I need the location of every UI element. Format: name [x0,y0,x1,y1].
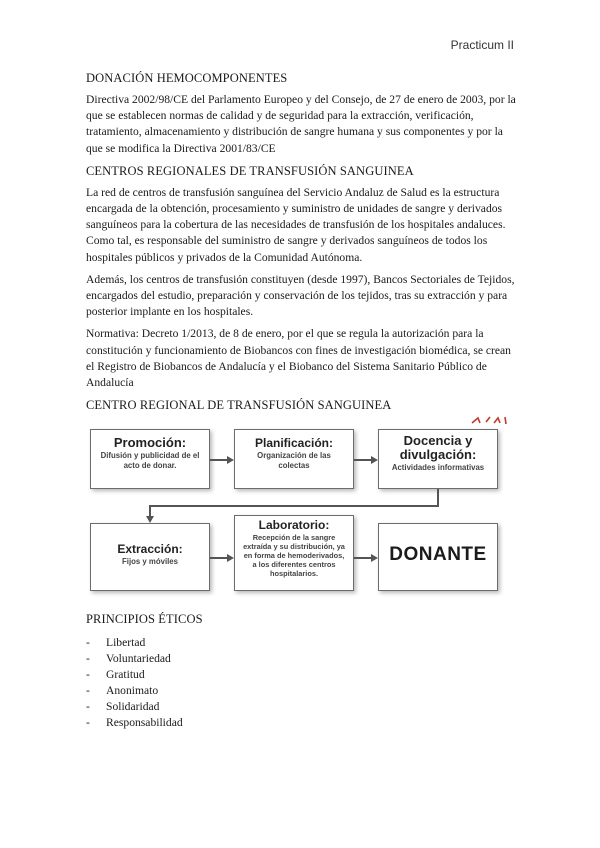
heading-donacion: DONACIÓN HEMOCOMPONENTES [86,71,288,85]
box-laboratorio-title: Laboratorio: [258,518,330,533]
box-laboratorio [234,515,354,591]
box-docencia-subtitle: Actividades informativas [391,463,485,473]
heading-centro-regional: CENTRO REGIONAL DE TRANSFUSIÓN SANGUINEA [86,398,392,413]
principle-label: Gratitud [106,668,145,682]
arrowhead-to-extraccion [146,516,154,523]
principle-label: Anonimato [106,684,159,698]
arrow-extraccion-laboratorio [210,557,228,559]
box-extraccion-subtitle: Fijos y móviles [122,557,178,567]
list-item: - Gratitud [86,668,145,682]
principle-label: Voluntariedad [106,652,171,666]
paragraph-bancos-tejidos: Además, los centros de transfusión constituyen (desde 1997), Bancos Sectoriales de Tejidos, encargados del estudio, preparación y conservación de los tejidos, tras su extracción y para posterior implante en los hospitales. [86,272,515,319]
box-extraccion [90,523,210,591]
arrowhead-promocion-planificacion [227,456,234,464]
paragraph-red-centros: La red de centros de transfusión sanguínea del Servicio Andaluz de Salud es la estructura encargada de la obtención, procesamiento y suministro de unidades de sangre y derivados sanguíneos para la cobertura de las necesidades de transfusión de los hospitales andaluces. Como tal, es responsable del suministro de sangre y derivados sanguíneos de todos los hospitales públicos y privados de la Comunidad Autónoma. [86,185,506,264]
heading-centros-regionales: CENTROS REGIONALES DE TRANSFUSIÓN SANGUINEA [86,163,414,178]
paragraph-normativa: Normativa: Decreto 1/2013, de 8 de enero, por el que se regula la autorización para la constitución y funcionamiento de Biobancos con fines de investigación biomédica, se crean el Registro de Biobancos de Andalucía y el Biobanco del Sistema Sanitario Público de Andalucía [86,327,511,390]
course-label: Practicum II [450,38,514,52]
list-item: - Libertad [86,636,146,650]
list-item: - Solidaridad [86,700,160,714]
list-item: - Responsabilidad [86,716,183,730]
box-docencia [378,429,498,489]
box-planificacion-title: Planificación: [254,436,334,451]
red-mark-decoration [470,415,510,425]
paragraph-directiva: Directiva 2002/98/CE del Parlamento Europeo y del Consejo, de 27 de enero de 2003, por la que se establecen normas de calidad y de seguridad para la extracción, verificación, tratamiento, almacenamiento y distribución de sangre humana y sus componentes y por la que se modifica la Directiva 2001/83/CE [86,93,516,155]
box-docencia-title: Docencia y divulgación: [399,433,477,463]
arrow-laboratorio-donante [354,557,372,559]
arrow-promocion-planificacion [210,459,228,461]
box-extraccion-title: Extracción: [117,542,183,557]
box-donante-title: DONANTE [389,544,487,566]
heading-principios-eticos: PRINCIPIOS ÉTICOS [86,612,203,627]
arrowhead-laboratorio-donante [371,554,378,562]
box-donante [378,523,498,591]
arrow-planificacion-docencia [354,459,372,461]
process-diagram [86,421,516,601]
principle-label: Libertad [106,636,146,650]
document-body [86,70,516,731]
box-promocion-title: Promoción: [113,435,187,451]
connector-horizontal [149,505,439,507]
box-laboratorio-subtitle: Recepción de la sangre extraída y su distribución, ya en forma de hemoderivados, a los diferentes centros hospitalarios. [243,533,345,579]
list-item: - Anonimato [86,684,159,698]
principle-label: Solidaridad [106,700,160,714]
arrowhead-extraccion-laboratorio [227,554,234,562]
box-promocion-subtitle: Difusión y publicidad de el acto de donar. [100,451,200,470]
principle-label: Responsabilidad [106,716,183,730]
box-planificacion-subtitle: Organización de las colectas [257,451,331,470]
connector-down-right [437,489,439,505]
list-item: - Voluntariedad [86,652,171,666]
box-promocion [90,429,210,489]
box-planificacion [234,429,354,489]
principles-list [86,635,516,731]
arrowhead-planificacion-docencia [371,456,378,464]
